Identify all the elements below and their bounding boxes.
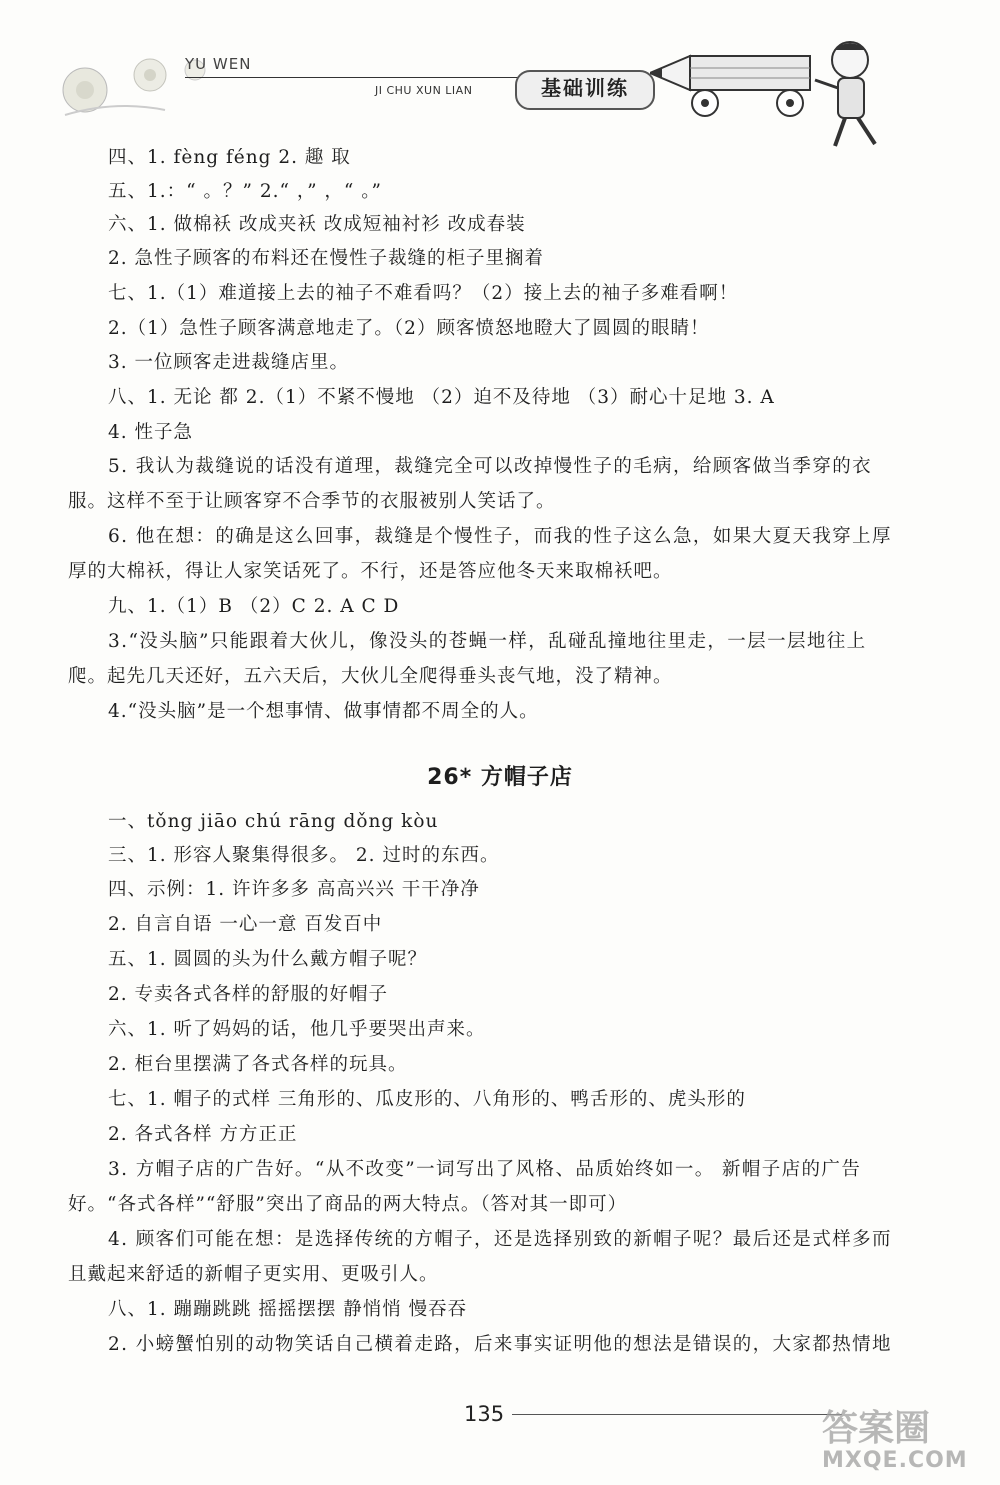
answer-line: 四、示例：1. 许许多多 高高兴兴 干干净净 (108, 879, 480, 900)
answer-line: 4. 性子急 (108, 422, 194, 443)
answer-line: 四、1. fèng féng 2. 趣 取 (108, 147, 351, 168)
lesson-title: 26* 方帽子店 (427, 765, 573, 790)
answer-line: 2. 急性子顾客的布料还在慢性子裁缝的柜子里搁着 (108, 248, 545, 269)
answer-line: 4.“没头脑”是一个想事情、做事情都不周全的人。 (108, 701, 539, 722)
watermark-logo-text: 答案圈 (822, 1408, 931, 1449)
answer-line: 好。“各式各样”“舒服”突出了商品的两大特点。（答对其一即可） (68, 1194, 628, 1215)
answer-line: 6. 他在想：的确是这么回事，裁缝是个慢性子，而我的性子这么急，如果大夏天我穿上厚 (108, 526, 892, 547)
footer-rule (512, 1414, 842, 1415)
answer-line: 2.（1）急性子顾客满意地走了。（2）顾客愤怒地瞪大了圆圆的眼睛！ (108, 318, 710, 339)
answer-line: 六、1. 做棉袄 改成夹袄 改成短袖衬衫 改成春装 (108, 214, 526, 235)
pencil-car-boy-icon (650, 38, 900, 158)
answer-line: 2. 柜台里摆满了各式各样的玩具。 (108, 1054, 408, 1075)
answer-line: 五、1.：“ 。？” 2.“ ，” ，“ 。” (108, 181, 382, 202)
flower-decoration-icon (55, 40, 225, 130)
answer-line: 2. 小螃蟹怕别的动物笑话自己横着走路，后来事实证明他的想法是错误的，大家都热情地 (108, 1334, 892, 1355)
answer-line: 2. 专卖各式各样的舒服的好帽子 (108, 984, 389, 1005)
answer-line: 三、1. 形容人聚集得很多。 2. 过时的东西。 (108, 845, 500, 866)
header-rule (185, 77, 525, 78)
watermark (812, 1400, 992, 1480)
page-header (0, 0, 1000, 150)
banner-title: 基础训练 (541, 76, 629, 100)
answer-line: 2. 各式各样 方方正正 (108, 1124, 298, 1145)
answer-line: 七、1.（1）难道接上去的袖子不难看吗？（2）接上去的袖子多难看啊！ (108, 283, 739, 304)
series-label: YU WEN (185, 55, 252, 73)
answer-line: 3. 方帽子店的广告好。“从不改变”一词写出了风格、品质始终如一。 新帽子店的广告 (108, 1159, 862, 1180)
answer-line: 爬。起先几天还好，五六天后，大伙儿全爬得垂头丧气地，没了精神。 (68, 666, 673, 687)
answer-line: 六、1. 听了妈妈的话，他几乎要哭出声来。 (108, 1019, 486, 1040)
answer-line: 4. 顾客们可能在想：是选择传统的方帽子，还是选择别致的新帽子呢？最后还是式样多而 (108, 1229, 892, 1250)
answer-line: 3.“没头脑”只能跟着大伙儿，像没头的苍蝇一样，乱碰乱撞地往里走，一层一层地往上 (108, 631, 867, 652)
answer-line: 2. 自言自语 一心一意 百发百中 (108, 914, 383, 935)
page-number: 135 (464, 1402, 505, 1426)
answer-line: 八、1. 无论 都 2.（1）不紧不慢地 （2）迫不及待地 （3）耐心十足地 3. A (108, 387, 775, 408)
answer-line: 八、1. 蹦蹦跳跳 摇摇摆摆 静悄悄 慢吞吞 (108, 1299, 468, 1320)
answer-line: 五、1. 圆圆的头为什么戴方帽子呢？ (108, 949, 428, 970)
answer-line: 一、tǒng jiāo chú rāng dǒng kòu (108, 811, 439, 832)
watermark-url: MXQE.COM (822, 1448, 968, 1473)
answer-line: 5. 我认为裁缝说的话没有道理，裁缝完全可以改掉慢性子的毛病，给顾客做当季穿的衣 (108, 456, 873, 477)
answer-line: 服。这样不至于让顾客穿不合季节的衣服被别人笑话了。 (68, 491, 556, 512)
answer-line: 3. 一位顾客走进裁缝店里。 (108, 352, 350, 373)
answer-line: 厚的大棉袄，得让人家笑话死了。不行，还是答应他冬天来取棉袄吧。 (68, 561, 673, 582)
answer-line: 七、1. 帽子的式样 三角形的、瓜皮形的、八角形的、鸭舌形的、虎头形的 (108, 1089, 746, 1110)
series-pinyin: JI CHU XUN LIAN (375, 84, 473, 97)
answer-line: 九、1.（1）B （2）C 2. A C D (108, 596, 400, 617)
answer-line: 且戴起来舒适的新帽子更实用、更吸引人。 (68, 1264, 439, 1285)
